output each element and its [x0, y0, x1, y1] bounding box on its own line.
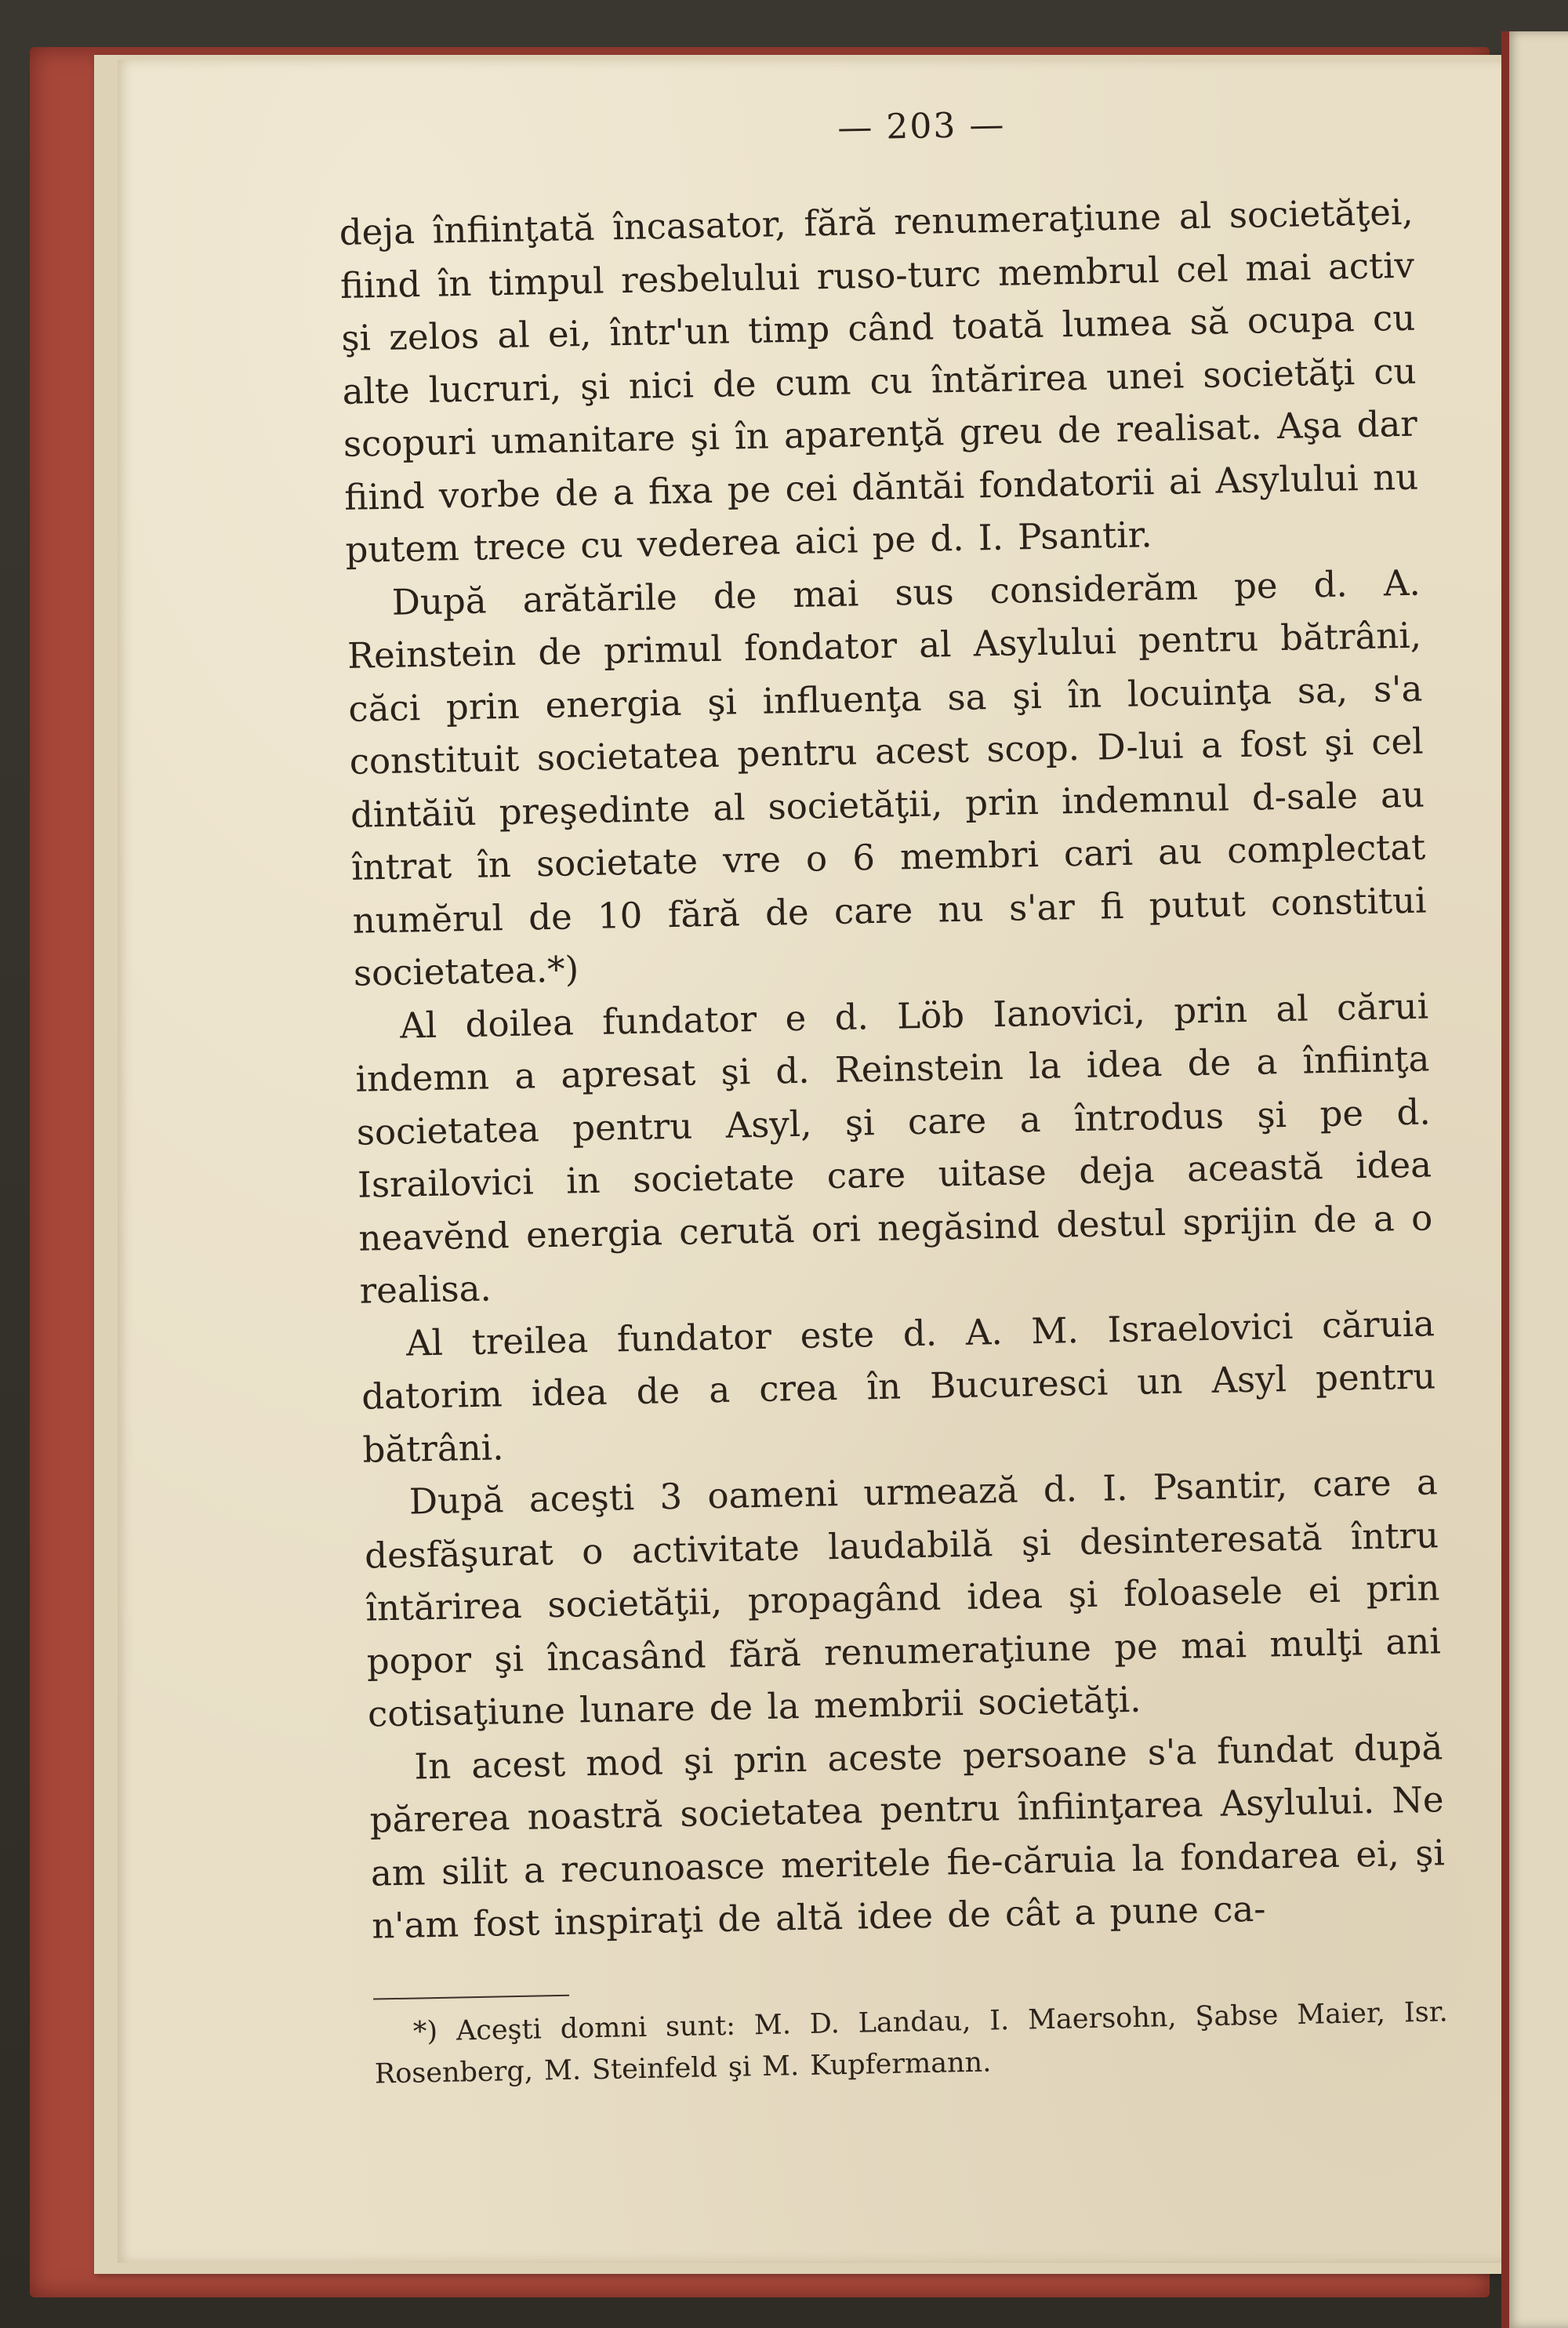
paragraph-6: In acest mod şi prin aceste persoane s'a fundat după părerea noastră societatea pentru înfiinţarea Asylului. Ne am silit a recunoasce meritele fie-căruia la fondarea ei, şi n'am fost inspiraţi de altă idee de cât a pune ca- [369, 1725, 1446, 1947]
paragraph-1: deja înfiinţată încasator, fără renumeraţiune al societăţei, fiind în timpul resbelului ruso-turc membrul cel mai activ şi zelos al ei, într'un timp când toată lumea să ocupa cu alte lucruri, şi nici de cum cu întărirea unei societăţi cu scopuri umanitare şi în aparenţă greu de realisat. Aşa dar fiind vorbe de a fixa pe cei dăntăi fondatorii ai Asylului nu putem trece cu vederea aici pe d. I. Psantir. [339, 191, 1419, 571]
facing-page-edge [1501, 31, 1568, 2328]
page-number: — 203 — [837, 104, 1006, 148]
paragraph-3: Al doilea fundator e d. Löb Ianovici, prin al cărui indemn a apresat şi d. Reinstein la idea de a înfiinţa societatea pentru Asyl, şi care a întrodus şi pe d. Israilovici in societate care uitase deja această idea neavĕnd energia cerută ori negăsind destul sprijin de a o realisa. [355, 984, 1433, 1312]
footnote: *) Aceşti domni sunt: M. D. Landau, I. Maersohn, Şabse Maier, Isr. Rosenberg, M. Steinfeld şi M. Kupfermann. [374, 1996, 1449, 2090]
paragraph-4: Al treilea fundator este d. A. M. Israelovici căruia datorim idea de a crea în Bucuresci un Asyl pentru bătrâni. [361, 1302, 1436, 1471]
binding-gutter [1501, 31, 1509, 2328]
footnote-separator [373, 1994, 569, 1999]
paragraph-2: După arătările de mai sus considerăm pe d. A. Reinstein de primul fondator al Asylului pentru bătrâni, căci prin energia şi influenţa sa şi în locuinţa sa, s'a constituit societatea pentru acest scop. D-lui a fost şi cel dintăiŭ preşedinte al societăţii, prin indemnul d-sale au întrat în societate vre o 6 membri cari au complectat numĕrul de 10 fără de care nu s'ar fi putut constitui societatea.*) [347, 561, 1427, 994]
paragraph-5: După aceşti 3 oameni urmează d. I. Psantir, care a desfăşurat o activitate laudabilă şi desinteresată întru întărirea societăţii, propagând idea şi foloasele ei prin popor şi încasând fără renumeraţiune pe mai mulţi ani cotisaţiune lunare de la membrii societăţi. [364, 1461, 1442, 1735]
page-text-block [337, 97, 1449, 2095]
